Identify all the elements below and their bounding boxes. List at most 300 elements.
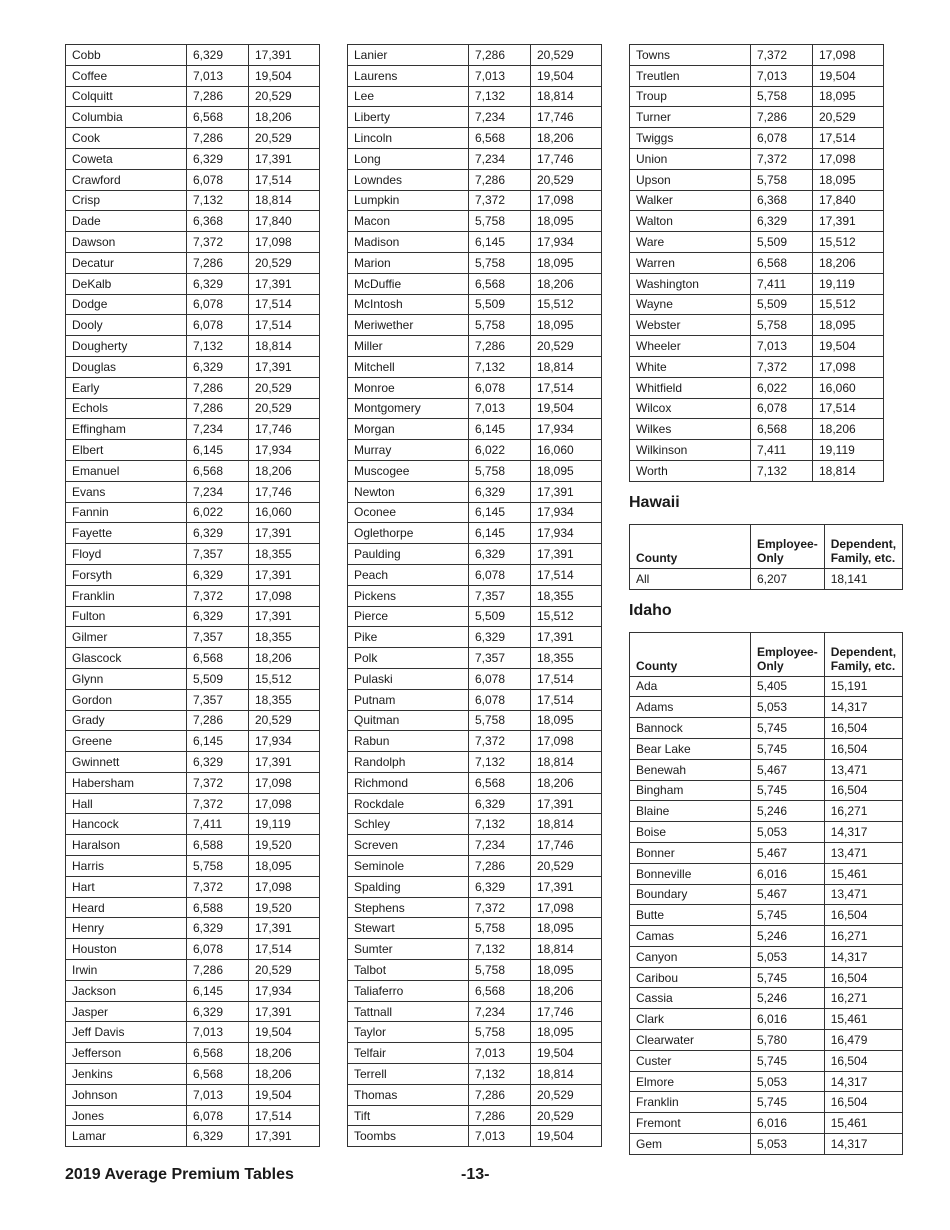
employee-only-value: 6,568 [469,772,531,793]
dependent-value: 17,098 [249,876,320,897]
employee-only-value: 7,286 [187,710,249,731]
employee-only-value: 5,246 [751,988,825,1009]
county-name: Greene [66,731,187,752]
employee-only-value: 6,329 [187,752,249,773]
dependent-value: 17,514 [249,169,320,190]
table-row [348,86,602,107]
employee-only-value: 6,329 [469,481,531,502]
county-name: Towns [630,45,751,66]
employee-only-value: 6,145 [187,440,249,461]
dependent-value: 18,814 [531,814,602,835]
table-row [630,211,884,232]
employee-only-value: 7,234 [469,148,531,169]
dependent-value: 16,504 [824,718,902,739]
table-row [66,710,320,731]
table-row [66,835,320,856]
county-name: Telfair [348,1043,469,1064]
dependent-value: 20,529 [249,377,320,398]
dependent-value: 14,317 [824,946,902,967]
table-row [630,294,884,315]
table-row [348,419,602,440]
dependent-value: 18,355 [249,544,320,565]
dependent-value: 20,529 [249,710,320,731]
table-row [348,398,602,419]
dependent-value: 20,529 [531,45,602,66]
employee-only-value: 6,016 [751,1009,825,1030]
county-name: Johnson [66,1084,187,1105]
dependent-value: 17,514 [813,128,884,149]
table-row [66,440,320,461]
dependent-value: 15,191 [824,676,902,697]
state-heading-hawaii: Hawaii [629,493,680,511]
table-row [348,648,602,669]
employee-only-value: 5,053 [751,697,825,718]
table-row [630,759,903,780]
dependent-value: 18,095 [249,856,320,877]
county-name: Elmore [630,1071,751,1092]
county-name: Walton [630,211,751,232]
county-name: Peach [348,564,469,585]
dependent-value: 14,317 [824,1134,902,1155]
county-name: Jones [66,1105,187,1126]
table-row [66,502,320,523]
dependent-value: 19,504 [531,1043,602,1064]
dependent-value: 17,746 [249,419,320,440]
table-row [630,863,903,884]
table-row [348,731,602,752]
table-row [66,377,320,398]
county-name: Fremont [630,1113,751,1134]
table-row [348,960,602,981]
table-row [66,128,320,149]
table-row [348,1084,602,1105]
county-name: Boise [630,822,751,843]
table-row [630,988,903,1009]
county-name: Fulton [66,606,187,627]
table-row [348,585,602,606]
dependent-value: 16,060 [249,502,320,523]
table-row [348,273,602,294]
county-name: Lowndes [348,169,469,190]
county-name: Benewah [630,759,751,780]
dependent-value: 17,746 [531,835,602,856]
dependent-value: 15,461 [824,863,902,884]
table-row [348,1022,602,1043]
table-row [348,377,602,398]
dependent-value: 17,391 [249,148,320,169]
header-dependent: Dependent, Family, etc. [824,524,902,568]
employee-only-value: 6,568 [469,128,531,149]
county-name: Webster [630,315,751,336]
county-name: Gwinnett [66,752,187,773]
employee-only-value: 7,372 [187,585,249,606]
dependent-value: 18,814 [531,356,602,377]
employee-only-value: 6,145 [187,980,249,1001]
county-name: Dade [66,211,187,232]
employee-only-value: 7,286 [469,45,531,66]
header-county: County [630,524,751,568]
table-row [630,967,903,988]
dependent-value: 19,504 [813,336,884,357]
table-row [66,65,320,86]
employee-only-value: 5,745 [751,738,825,759]
dependent-value: 14,317 [824,822,902,843]
dependent-value: 17,391 [531,481,602,502]
county-name: Dougherty [66,336,187,357]
table-row [66,481,320,502]
county-name: Terrell [348,1064,469,1085]
county-name: Upson [630,169,751,190]
employee-only-value: 5,405 [751,676,825,697]
county-name: Habersham [66,772,187,793]
county-name: Jasper [66,1001,187,1022]
employee-only-value: 7,357 [469,585,531,606]
employee-only-value: 7,132 [469,814,531,835]
table-row [348,668,602,689]
table-row [630,842,903,863]
employee-only-value: 7,411 [751,273,813,294]
table-row [348,65,602,86]
table-row [348,1064,602,1085]
county-name: Whitfield [630,377,751,398]
dependent-value: 15,512 [813,294,884,315]
table-row [66,876,320,897]
table-row [66,273,320,294]
dependent-value: 17,391 [249,1001,320,1022]
dependent-value: 18,206 [531,980,602,1001]
county-name: Long [348,148,469,169]
table-row [66,356,320,377]
table-row [630,169,884,190]
dependent-value: 13,471 [824,759,902,780]
dependent-value: 16,479 [824,1030,902,1051]
dependent-value: 17,514 [531,377,602,398]
dependent-value: 17,391 [249,45,320,66]
dependent-value: 20,529 [249,86,320,107]
table-row [66,1043,320,1064]
county-name: Dawson [66,232,187,253]
table-row [66,460,320,481]
employee-only-value: 7,286 [187,252,249,273]
table-row [66,544,320,565]
dependent-value: 16,504 [824,905,902,926]
dependent-value: 18,095 [813,169,884,190]
table-row [630,377,884,398]
employee-only-value: 7,372 [469,731,531,752]
georgia-column-1 [65,44,320,1147]
county-name: Jefferson [66,1043,187,1064]
dependent-value: 18,095 [531,460,602,481]
dependent-value: 20,529 [531,1084,602,1105]
table-row [348,1043,602,1064]
county-name: Spalding [348,876,469,897]
county-name: Tift [348,1105,469,1126]
dependent-value: 18,095 [531,252,602,273]
county-name: Franklin [630,1092,751,1113]
county-name: Gem [630,1134,751,1155]
table-row [348,897,602,918]
county-name: Monroe [348,377,469,398]
county-name: Gordon [66,689,187,710]
county-name: Floyd [66,544,187,565]
dependent-value: 16,271 [824,988,902,1009]
employee-only-value: 7,234 [187,419,249,440]
county-name: Macon [348,211,469,232]
dependent-value: 17,391 [249,918,320,939]
county-name: Oconee [348,502,469,523]
dependent-value: 17,391 [813,211,884,232]
county-name: Taliaferro [348,980,469,1001]
county-name: Putnam [348,689,469,710]
employee-only-value: 7,372 [187,793,249,814]
table-row [630,356,884,377]
table-row [66,627,320,648]
county-name: Glynn [66,668,187,689]
dependent-value: 16,504 [824,967,902,988]
county-name: Talbot [348,960,469,981]
employee-only-value: 6,329 [187,564,249,585]
dependent-value: 17,098 [531,897,602,918]
table-row [66,585,320,606]
employee-only-value: 5,745 [751,1092,825,1113]
table-row [630,273,884,294]
county-name: Fannin [66,502,187,523]
dependent-value: 20,529 [813,107,884,128]
dependent-value: 16,504 [824,780,902,801]
dependent-value: 17,098 [813,356,884,377]
table-row [630,65,884,86]
table-row [66,294,320,315]
employee-only-value: 5,758 [469,211,531,232]
county-name: Meriwether [348,315,469,336]
employee-only-value: 6,022 [751,377,813,398]
employee-only-value: 7,372 [751,356,813,377]
employee-only-value: 5,745 [751,967,825,988]
table-row [66,169,320,190]
dependent-value: 13,471 [824,884,902,905]
employee-only-value: 7,372 [469,897,531,918]
dependent-value: 17,934 [249,731,320,752]
employee-only-value: 6,145 [469,523,531,544]
table-row [348,356,602,377]
employee-only-value: 5,509 [751,294,813,315]
county-name: Wilkes [630,419,751,440]
employee-only-value: 6,568 [187,648,249,669]
employee-only-value: 7,286 [469,336,531,357]
dependent-value: 19,119 [249,814,320,835]
county-name: Decatur [66,252,187,273]
county-name: Oglethorpe [348,523,469,544]
employee-only-value: 6,368 [187,211,249,232]
county-name: White [630,356,751,377]
premium-table [65,44,320,1147]
dependent-value: 17,098 [813,45,884,66]
county-name: Miller [348,336,469,357]
county-name: Twiggs [630,128,751,149]
dependent-value: 17,746 [531,1001,602,1022]
county-name: Hancock [66,814,187,835]
county-name: Worth [630,460,751,481]
dependent-value: 17,391 [249,564,320,585]
employee-only-value: 6,329 [187,1126,249,1147]
employee-only-value: 6,568 [187,107,249,128]
dependent-value: 20,529 [249,252,320,273]
dependent-value: 17,098 [249,772,320,793]
table-row [630,148,884,169]
dependent-value: 17,934 [249,440,320,461]
dependent-value: 17,098 [813,148,884,169]
county-name: Bonneville [630,863,751,884]
county-name: Polk [348,648,469,669]
table-row [348,148,602,169]
county-name: Walker [630,190,751,211]
employee-only-value: 7,372 [751,148,813,169]
dependent-value: 16,504 [824,1092,902,1113]
employee-only-value: 5,467 [751,842,825,863]
county-name: Taylor [348,1022,469,1043]
table-row [630,801,903,822]
employee-only-value: 6,568 [469,980,531,1001]
county-name: Crawford [66,169,187,190]
dependent-value: 19,504 [531,1126,602,1147]
employee-only-value: 7,372 [187,232,249,253]
table-row [66,960,320,981]
county-name: Early [66,377,187,398]
county-name: Columbia [66,107,187,128]
dependent-value: 17,840 [813,190,884,211]
employee-only-value: 5,053 [751,946,825,967]
county-name: Stewart [348,918,469,939]
dependent-value: 18,095 [531,1022,602,1043]
table-row [348,252,602,273]
county-name: Clark [630,1009,751,1030]
employee-only-value: 6,568 [187,1064,249,1085]
employee-only-value: 7,234 [469,835,531,856]
table-row [630,107,884,128]
county-name: Pierce [348,606,469,627]
dependent-value: 18,814 [531,939,602,960]
county-name: Stephens [348,897,469,918]
employee-only-value: 6,588 [187,897,249,918]
employee-only-value: 6,329 [187,356,249,377]
county-name: Pike [348,627,469,648]
dependent-value: 17,514 [531,668,602,689]
county-name: Haralson [66,835,187,856]
dependent-value: 17,514 [531,564,602,585]
dependent-value: 15,512 [813,232,884,253]
dependent-value: 17,098 [531,190,602,211]
table-row [630,460,884,481]
county-name: Cook [66,128,187,149]
employee-only-value: 6,329 [469,627,531,648]
county-name: Screven [348,835,469,856]
dependent-value: 18,355 [249,689,320,710]
dependent-value: 17,391 [531,793,602,814]
page-number: -13- [461,1166,490,1183]
dependent-value: 17,391 [249,752,320,773]
employee-only-value: 6,568 [187,460,249,481]
table-row [348,1001,602,1022]
county-name: Bear Lake [630,738,751,759]
dependent-value: 17,934 [531,523,602,544]
dependent-value: 18,206 [249,107,320,128]
county-name: Custer [630,1050,751,1071]
county-name: Grady [66,710,187,731]
employee-only-value: 5,758 [187,856,249,877]
employee-only-value: 7,132 [187,336,249,357]
dependent-value: 17,391 [249,273,320,294]
table-row [348,876,602,897]
table-row [348,128,602,149]
county-name: Jeff Davis [66,1022,187,1043]
table-row [348,772,602,793]
employee-only-value: 6,568 [187,1043,249,1064]
county-name: Jenkins [66,1064,187,1085]
county-name: Treutlen [630,65,751,86]
employee-only-value: 6,016 [751,1113,825,1134]
table-row [630,1092,903,1113]
dependent-value: 20,529 [531,856,602,877]
table-row [66,232,320,253]
dependent-value: 18,095 [531,315,602,336]
employee-only-value: 6,368 [751,190,813,211]
employee-only-value: 5,758 [751,315,813,336]
county-name: Liberty [348,107,469,128]
table-row [630,128,884,149]
employee-only-value: 5,745 [751,718,825,739]
county-name: Blaine [630,801,751,822]
dependent-value: 19,504 [249,65,320,86]
table-row [348,1105,602,1126]
county-name: Houston [66,939,187,960]
employee-only-value: 5,758 [469,315,531,336]
county-name: Canyon [630,946,751,967]
table-row [630,419,884,440]
dependent-value: 20,529 [531,1105,602,1126]
county-name: Schley [348,814,469,835]
employee-only-value: 6,078 [187,294,249,315]
employee-only-value: 5,758 [469,460,531,481]
county-name: Dooly [66,315,187,336]
table-row [348,856,602,877]
employee-only-value: 7,372 [751,45,813,66]
table-row [66,648,320,669]
dependent-value: 14,317 [824,1071,902,1092]
county-name: Pulaski [348,668,469,689]
dependent-value: 17,391 [531,876,602,897]
county-name: Lamar [66,1126,187,1147]
dependent-value: 17,391 [249,1126,320,1147]
table-row [630,905,903,926]
employee-only-value: 6,022 [469,440,531,461]
table-row [348,627,602,648]
table-row [630,398,884,419]
dependent-value: 17,934 [531,502,602,523]
dependent-value: 18,095 [813,315,884,336]
table-row [348,460,602,481]
header-dependent: Dependent, Family, etc. [824,632,902,676]
county-name: Marion [348,252,469,273]
county-name: Rockdale [348,793,469,814]
table-row [630,1050,903,1071]
table-row [348,918,602,939]
table-row [348,169,602,190]
employee-only-value: 7,357 [469,648,531,669]
county-name: Tattnall [348,1001,469,1022]
employee-only-value: 7,013 [187,65,249,86]
table-row [630,440,884,461]
table-row [348,835,602,856]
